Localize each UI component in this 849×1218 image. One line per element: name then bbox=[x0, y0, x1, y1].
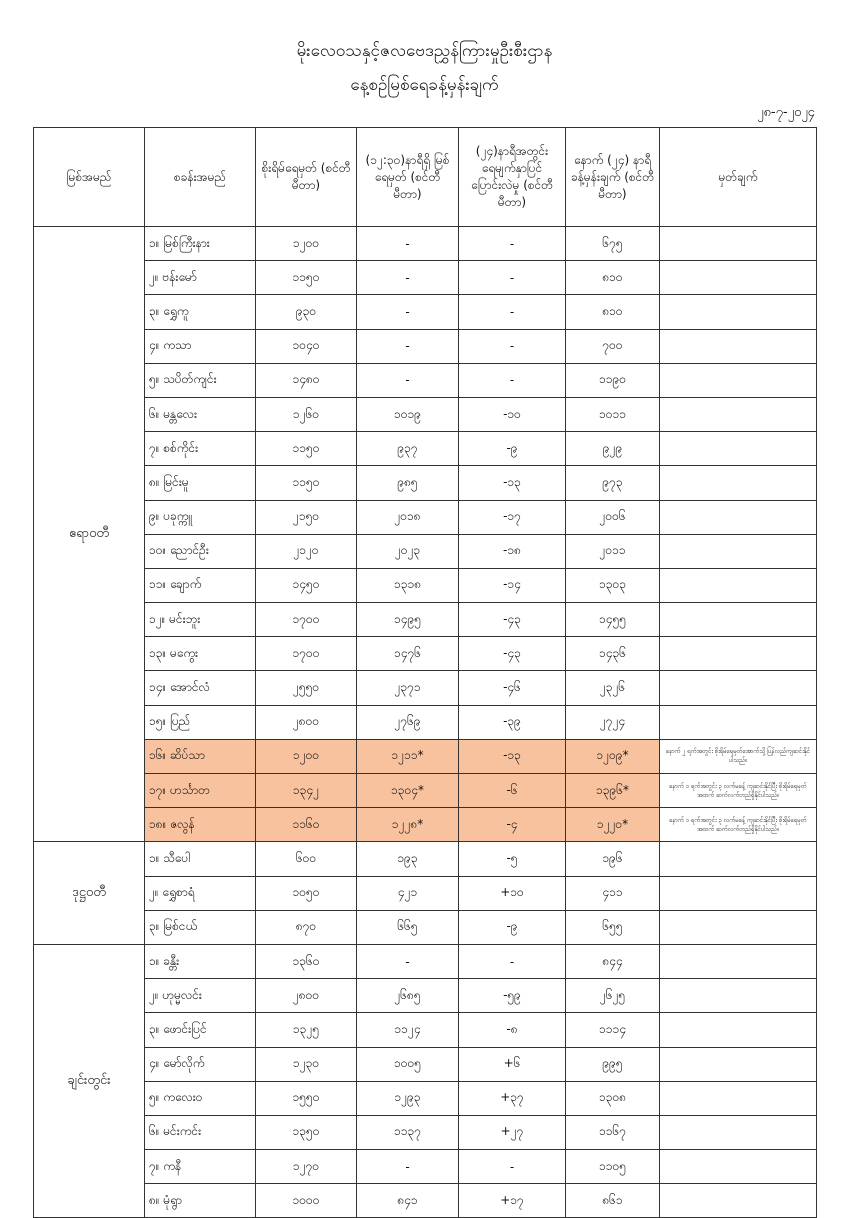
station-cell: ၂။ ရွှေစာရံ bbox=[145, 876, 256, 910]
table-row bbox=[34, 979, 817, 1013]
remark-cell: နောက် ၂ ရက်အတွင်း စိုးရိမ်ရေမှတ်အောက်သို့ ပြန်လည်ကျဆင်းနိုင်ပါသည်။ bbox=[660, 739, 817, 773]
page-title: မိုးလေဝသနှင့်ဇလဗေဒညွှန်ကြားမှုဦးစီးဌာန bbox=[296, 41, 553, 61]
current-level-cell: ၂၇၆၉ bbox=[357, 705, 459, 739]
current-level-cell: ၁၀၀၅ bbox=[357, 1047, 459, 1081]
river-name-cell: ဧရာဝတီ bbox=[34, 227, 145, 842]
forecast-cell: ၈၄၄ bbox=[566, 944, 660, 978]
level-change-cell: +၁၀ bbox=[459, 876, 566, 910]
danger-level-cell: ၁၁၅၀ bbox=[256, 261, 357, 295]
level-change-cell: +၁၇ bbox=[459, 1184, 566, 1218]
station-cell: ၁၈။ ဇလွန် bbox=[145, 808, 256, 842]
level-change-cell: - bbox=[459, 944, 566, 978]
station-cell: ၁၂။ မင်းဘူး bbox=[145, 603, 256, 637]
current-level-cell: - bbox=[357, 227, 459, 261]
remark-cell bbox=[660, 261, 817, 295]
forecast-cell: ၁၃၀၈ bbox=[566, 1081, 660, 1115]
current-level-cell: ၉၃၇ bbox=[357, 432, 459, 466]
table-row bbox=[34, 227, 817, 261]
current-level-cell: - bbox=[357, 363, 459, 397]
current-level-cell: ၂၃၇၁ bbox=[357, 671, 459, 705]
remark-cell bbox=[660, 500, 817, 534]
station-cell: ၃။ ဖောင်းပြင် bbox=[145, 1013, 256, 1047]
forecast-cell: ၁၄၃၆ bbox=[566, 637, 660, 671]
column-header-current-level: (၁၂:၃၀)နာရီရှိ မြစ်ရေမှတ် (စင်တီမီတာ) bbox=[357, 128, 459, 227]
current-level-cell: ၂၆၈၅ bbox=[357, 979, 459, 1013]
level-change-cell: -၁၇ bbox=[459, 500, 566, 534]
current-level-cell: ၁၁၃၇ bbox=[357, 1115, 459, 1149]
river-name-cell: ချင်းတွင်း bbox=[34, 944, 145, 1218]
table-row bbox=[34, 1047, 817, 1081]
column-header-remark: မှတ်ချက် bbox=[660, 128, 817, 227]
remark-cell bbox=[660, 944, 817, 978]
station-cell: ၁၃။ မကွေး bbox=[145, 637, 256, 671]
danger-level-cell: ၁၂၇၀ bbox=[256, 1150, 357, 1184]
remark-cell bbox=[660, 637, 817, 671]
table-row bbox=[34, 842, 817, 876]
danger-level-cell: ၁၁၅၀ bbox=[256, 432, 357, 466]
danger-level-cell: ၂၈၀၀ bbox=[256, 705, 357, 739]
table-row bbox=[34, 671, 817, 705]
forecast-cell: ၂၀၀၆ bbox=[566, 500, 660, 534]
current-level-cell: ၂၀၁၈ bbox=[357, 500, 459, 534]
station-cell: ၅။ သပိတ်ကျင်း bbox=[145, 363, 256, 397]
forecast-cell: ၁၃၉၆* bbox=[566, 774, 660, 808]
level-change-cell: - bbox=[459, 363, 566, 397]
level-change-cell: - bbox=[459, 227, 566, 261]
current-level-cell: ၁၄၇၆ bbox=[357, 637, 459, 671]
remark-cell bbox=[660, 466, 817, 500]
forecast-cell: ၈၁၀ bbox=[566, 295, 660, 329]
forecast-cell: ၂၆၂၅ bbox=[566, 979, 660, 1013]
danger-level-cell: ၁၂၆၀ bbox=[256, 397, 357, 431]
level-change-cell: -၅၉ bbox=[459, 979, 566, 1013]
station-cell: ၉။ ပခုက္ကူ bbox=[145, 500, 256, 534]
forecast-cell: ၉၇၃ bbox=[566, 466, 660, 500]
remark-cell bbox=[660, 1047, 817, 1081]
table-row bbox=[34, 432, 817, 466]
remark-cell bbox=[660, 1081, 817, 1115]
current-level-cell: ၁၁၂၄ bbox=[357, 1013, 459, 1047]
forecast-cell: ၇၀၀ bbox=[566, 329, 660, 363]
danger-level-cell: ၆၀၀ bbox=[256, 842, 357, 876]
danger-level-cell: ၈၇၀ bbox=[256, 910, 357, 944]
column-header-change: (၂၄)နာရီအတွင်း ရေမျက်နှာပြင် ပြောင်းလဲမှု (စင်တီမီတာ) bbox=[459, 128, 566, 227]
station-cell: ၁၁။ ချောက် bbox=[145, 568, 256, 602]
table-row bbox=[34, 329, 817, 363]
remark-cell bbox=[660, 603, 817, 637]
forecast-cell: ၁၁၆၇ bbox=[566, 1115, 660, 1149]
remark-cell bbox=[660, 1013, 817, 1047]
forecast-cell: ၄၁၁ bbox=[566, 876, 660, 910]
danger-level-cell: ၁၃၄၂ bbox=[256, 774, 357, 808]
forecast-cell: ၂၇၂၄ bbox=[566, 705, 660, 739]
danger-level-cell: ၁၀၄၀ bbox=[256, 329, 357, 363]
forecast-cell: ၁၁၉၀ bbox=[566, 363, 660, 397]
danger-level-cell: ၁၀၀၀ bbox=[256, 1184, 357, 1218]
station-cell: ၄။ ကသာ bbox=[145, 329, 256, 363]
forecast-cell: ၁၂၂၀* bbox=[566, 808, 660, 842]
danger-level-cell: ၂၁၂၀ bbox=[256, 534, 357, 568]
remark-cell bbox=[660, 1115, 817, 1149]
current-level-cell: - bbox=[357, 295, 459, 329]
remark-cell bbox=[660, 295, 817, 329]
remark-cell bbox=[660, 227, 817, 261]
level-change-cell: -၉ bbox=[459, 910, 566, 944]
station-cell: ၂။ ဟုမ္မလင်း bbox=[145, 979, 256, 1013]
table-row bbox=[34, 1184, 817, 1218]
station-cell: ၁၆။ ဆိပ်သာ bbox=[145, 739, 256, 773]
table-row bbox=[34, 876, 817, 910]
current-level-cell: - bbox=[357, 1150, 459, 1184]
danger-level-cell: ၁၃၆၀ bbox=[256, 944, 357, 978]
danger-level-cell: ၁၁၆၀ bbox=[256, 808, 357, 842]
current-level-cell: ၁၂၁၁* bbox=[357, 739, 459, 773]
danger-level-cell: ၁၂၃၀ bbox=[256, 1047, 357, 1081]
current-level-cell: ၄၂၁ bbox=[357, 876, 459, 910]
remark-cell bbox=[660, 1184, 817, 1218]
station-cell: ၃။ မြစ်ငယ် bbox=[145, 910, 256, 944]
station-cell: ၁၅။ ပြည် bbox=[145, 705, 256, 739]
station-cell: ၄။ မော်လိုက် bbox=[145, 1047, 256, 1081]
remark-cell bbox=[660, 705, 817, 739]
station-cell: ၁။ သီပေါ bbox=[145, 842, 256, 876]
level-change-cell: +၂၇ bbox=[459, 1115, 566, 1149]
station-cell: ၈။ မြင်းမူ bbox=[145, 466, 256, 500]
level-change-cell: - bbox=[459, 295, 566, 329]
level-change-cell: - bbox=[459, 261, 566, 295]
forecast-cell: ၁၀၁၁ bbox=[566, 397, 660, 431]
table-row bbox=[34, 705, 817, 739]
danger-level-cell: ၁၇၀၀ bbox=[256, 637, 357, 671]
level-change-cell: -၄ bbox=[459, 808, 566, 842]
station-cell: ၁၇။ ဟင်္သာတ bbox=[145, 774, 256, 808]
level-change-cell: -၁၈ bbox=[459, 534, 566, 568]
level-change-cell: -၄၃ bbox=[459, 637, 566, 671]
table-row bbox=[34, 397, 817, 431]
remark-cell bbox=[660, 363, 817, 397]
river-name-cell: ဒုဋ္ဌဝတီ bbox=[34, 842, 145, 945]
level-change-cell: -၆ bbox=[459, 774, 566, 808]
forecast-cell: ၆၅၅ bbox=[566, 910, 660, 944]
table-row bbox=[34, 1115, 817, 1149]
current-level-cell: ၁၄၉၅ bbox=[357, 603, 459, 637]
level-change-cell: -၁၃ bbox=[459, 739, 566, 773]
table-row bbox=[34, 261, 817, 295]
forecast-cell: ၁၁၁၄ bbox=[566, 1013, 660, 1047]
current-level-cell: ၁၃၀၄* bbox=[357, 774, 459, 808]
forecast-cell: ၉၉၅ bbox=[566, 1047, 660, 1081]
level-change-cell: +၃၇ bbox=[459, 1081, 566, 1115]
forecast-table bbox=[33, 127, 817, 1218]
danger-level-cell: ၁၇၀၀ bbox=[256, 603, 357, 637]
table-header-row bbox=[34, 128, 817, 227]
forecast-cell: ၂၀၁၁ bbox=[566, 534, 660, 568]
remark-cell bbox=[660, 979, 817, 1013]
table-row bbox=[34, 944, 817, 978]
remark-cell bbox=[660, 910, 817, 944]
current-level-cell: ၂၀၂၃ bbox=[357, 534, 459, 568]
table-row bbox=[34, 603, 817, 637]
current-level-cell: - bbox=[357, 329, 459, 363]
table-row bbox=[34, 466, 817, 500]
danger-level-cell: ၁၃၂၅ bbox=[256, 1013, 357, 1047]
current-level-cell: ၁၃၁၈ bbox=[357, 568, 459, 602]
level-change-cell: -၄၆ bbox=[459, 671, 566, 705]
station-cell: ၁။ မြစ်ကြီးနား bbox=[145, 227, 256, 261]
column-header-forecast: နောက် (၂၄) နာရီ ခန့်မှန်းချက် (စင်တီမီတာ) bbox=[566, 128, 660, 227]
remark-cell bbox=[660, 534, 817, 568]
remark-cell bbox=[660, 1150, 817, 1184]
table-row bbox=[34, 568, 817, 602]
station-cell: ၇။ ကနီ bbox=[145, 1150, 256, 1184]
current-level-cell: ၁၉၃ bbox=[357, 842, 459, 876]
column-header-station: စခန်းအမည် bbox=[145, 128, 256, 227]
danger-level-cell: ၁၄၈၀ bbox=[256, 363, 357, 397]
current-level-cell: - bbox=[357, 261, 459, 295]
remark-cell bbox=[660, 876, 817, 910]
table-row bbox=[34, 363, 817, 397]
level-change-cell: - bbox=[459, 329, 566, 363]
remark-cell bbox=[660, 329, 817, 363]
station-cell: ၅။ ကလေးဝ bbox=[145, 1081, 256, 1115]
remark-cell bbox=[660, 397, 817, 431]
table-row bbox=[34, 1150, 817, 1184]
station-cell: ၁။ ခန္တီး bbox=[145, 944, 256, 978]
level-change-cell: - bbox=[459, 1150, 566, 1184]
table-row bbox=[34, 1013, 817, 1047]
level-change-cell: -၈ bbox=[459, 1013, 566, 1047]
level-change-cell: -၃၉ bbox=[459, 705, 566, 739]
station-cell: ၆။ မန္တလေး bbox=[145, 397, 256, 431]
table-row bbox=[34, 808, 817, 842]
level-change-cell: -၅ bbox=[459, 842, 566, 876]
level-change-cell: -၉ bbox=[459, 432, 566, 466]
report-date: ၂၈-၇-၂၀၂၄ bbox=[757, 105, 815, 120]
table-row bbox=[34, 637, 817, 671]
danger-level-cell: ၁၅၅၀ bbox=[256, 1081, 357, 1115]
danger-level-cell: ၁၂၀၀ bbox=[256, 227, 357, 261]
table-row bbox=[34, 534, 817, 568]
page-subtitle: နေ့စဉ်မြစ်ရေခန့်မှန်းချက် bbox=[350, 75, 499, 95]
table-row bbox=[34, 500, 817, 534]
current-level-cell: ၁၂၂၈* bbox=[357, 808, 459, 842]
remark-cell bbox=[660, 842, 817, 876]
danger-level-cell: ၂၅၅၀ bbox=[256, 671, 357, 705]
danger-level-cell: ၂၁၅၀ bbox=[256, 500, 357, 534]
column-header-river: မြစ်အမည် bbox=[34, 128, 145, 227]
table-row bbox=[34, 774, 817, 808]
level-change-cell: -၁၃ bbox=[459, 466, 566, 500]
table-row bbox=[34, 295, 817, 329]
table-row bbox=[34, 1081, 817, 1115]
forecast-cell: ၂၃၂၆ bbox=[566, 671, 660, 705]
station-cell: ၇။ စစ်ကိုင်း bbox=[145, 432, 256, 466]
danger-level-cell: ၁၁၅၀ bbox=[256, 466, 357, 500]
current-level-cell: ၁၂၉၃ bbox=[357, 1081, 459, 1115]
level-change-cell: -၁၀ bbox=[459, 397, 566, 431]
forecast-cell: ၁၁၀၅ bbox=[566, 1150, 660, 1184]
forecast-cell: ၉၂၉ bbox=[566, 432, 660, 466]
column-header-danger-level: စိုးရိမ်ရေမှတ် (စင်တီမီတာ) bbox=[256, 128, 357, 227]
forecast-cell: ၁၃၀၃ bbox=[566, 568, 660, 602]
station-cell: ၁၄။ အောင်လံ bbox=[145, 671, 256, 705]
level-change-cell: -၄၃ bbox=[459, 603, 566, 637]
remark-cell: နောက် ၁ ရက်အတွင်း ၃ လက်မခန့် ကျဆင်းနိုင်ပြီး စိုးရိမ်ရေမှတ်အထက် ဆက်လက်တည်ရှိနိုင်ပါသည်။ bbox=[660, 808, 817, 842]
danger-level-cell: ၉၃၀ bbox=[256, 295, 357, 329]
danger-level-cell: ၂၈၀၀ bbox=[256, 979, 357, 1013]
table-row bbox=[34, 739, 817, 773]
level-change-cell: +၆ bbox=[459, 1047, 566, 1081]
forecast-cell: ၈၁၀ bbox=[566, 261, 660, 295]
station-cell: ၈။ မုံရွာ bbox=[145, 1184, 256, 1218]
forecast-cell: ၁၄၅၅ bbox=[566, 603, 660, 637]
current-level-cell: ၉၈၅ bbox=[357, 466, 459, 500]
danger-level-cell: ၁၂၀၀ bbox=[256, 739, 357, 773]
current-level-cell: ၁၀၁၉ bbox=[357, 397, 459, 431]
station-cell: ၆။ မင်းကင်း bbox=[145, 1115, 256, 1149]
table-row bbox=[34, 910, 817, 944]
remark-cell bbox=[660, 568, 817, 602]
danger-level-cell: ၁၀၅၀ bbox=[256, 876, 357, 910]
station-cell: ၂။ ဗန်းမော် bbox=[145, 261, 256, 295]
station-cell: ၃။ ရွှေကူ bbox=[145, 295, 256, 329]
forecast-cell: ၆၇၅ bbox=[566, 227, 660, 261]
remark-cell bbox=[660, 671, 817, 705]
forecast-cell: ၈၆၁ bbox=[566, 1184, 660, 1218]
current-level-cell: - bbox=[357, 944, 459, 978]
forecast-cell: ၁၂၀၉* bbox=[566, 739, 660, 773]
current-level-cell: ၈၄၁ bbox=[357, 1184, 459, 1218]
remark-cell bbox=[660, 432, 817, 466]
forecast-cell: ၁၉၆ bbox=[566, 842, 660, 876]
current-level-cell: ၆၆၅ bbox=[357, 910, 459, 944]
level-change-cell: -၁၄ bbox=[459, 568, 566, 602]
station-cell: ၁၀။ ညောင်ဦး bbox=[145, 534, 256, 568]
danger-level-cell: ၁၃၅၀ bbox=[256, 1115, 357, 1149]
danger-level-cell: ၁၄၅၀ bbox=[256, 568, 357, 602]
remark-cell: နောက် ၁ ရက်အတွင်း ၃ လက်မခန့် ကျဆင်းနိုင်ပြီး စိုးရိမ်ရေမှတ်အထက် ဆက်လက်တည်ရှိနိုင်ပါသည်။ bbox=[660, 774, 817, 808]
